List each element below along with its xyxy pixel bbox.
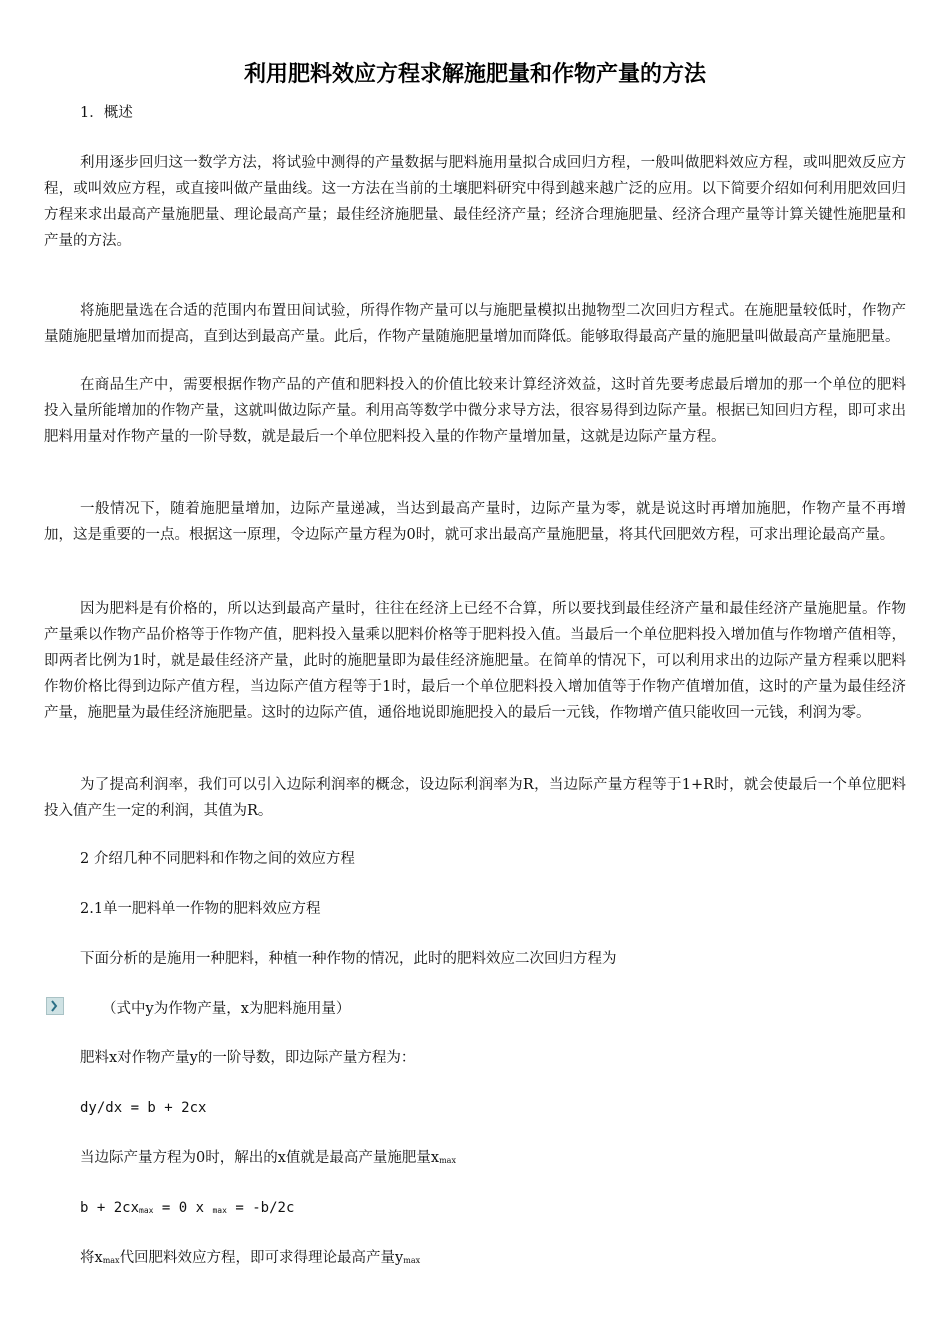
page-title: 利用肥料效应方程求解施肥量和作物产量的方法 xyxy=(243,62,706,87)
text-xmax-main: 当边际产量方程为0时，解出的x值就是最高产量施肥量x xyxy=(80,1150,440,1166)
text-regression-intro: 下面分析的是施用一种肥料，种植一种作物的情况，此时的肥料效应二次回归方程为 xyxy=(80,951,617,967)
subscript-max: max xyxy=(403,1256,421,1265)
paragraph-overview: 利用逐步回归这一数学方法，将试验中测得的产量数据与肥料施用量拟合成回归方程，一般叫做肥料效应方程，或叫肥效反应方程，或叫效应方程，或直接叫做产量曲线。这一方法在当前的土壤肥料研究中得到越来越广泛的应用。以下简要介绍如何利用肥效回归方程来求出最高产量施肥量、理论最高产量；最佳经济施肥量、最佳经济产量；经济合理施肥量、经济合理产量等计算关键性施肥量和产量的方法。 xyxy=(44,155,906,249)
section-2-heading: 2 介绍几种不同肥料和作物之间的效应方程 xyxy=(80,851,355,867)
equation-derivative: dy/dx = b + 2cx xyxy=(80,1100,207,1116)
subscript-max: max xyxy=(439,1156,456,1165)
formula-image-icon xyxy=(46,997,64,1015)
subscript-max: max xyxy=(212,1206,227,1215)
eq-part-1: b + 2cx xyxy=(80,1200,140,1216)
paragraph-field-trial: 将施肥量选在合适的范围内布置田间试验，所得作物产量可以与施肥量模拟出抛物型二次回归方程式。在施肥量较低时，作物产量随施肥量增加而提高，直到达到最高产量。此后，作物产量随施肥量增加而降低。能够取得最高产量的施肥量叫做最高产量施肥量。 xyxy=(44,303,906,345)
text-ymax-part-1: 将x xyxy=(80,1250,103,1266)
subscript-max: max xyxy=(139,1206,154,1215)
equation-xmax xyxy=(80,1195,294,1224)
section-1-heading: 1．概述 xyxy=(80,105,133,121)
text-formula-note: （式中y为作物产量，x为肥料施用量） xyxy=(102,1001,351,1017)
eq-part-3: = -b/2c xyxy=(226,1200,295,1216)
text-ymax-intro xyxy=(80,1245,420,1274)
paragraph-max-yield: 一般情况下，随着施肥量增加，边际产量递减，当达到最高产量时，边际产量为零，就是说这时再增加施肥，作物产量不再增加，这是重要的一点。根据这一原理，令边际产量方程为0时，就可求出最高产量施肥量，将其代回肥效方程，可求出理论最高产量。 xyxy=(44,501,906,543)
text-xmax-intro xyxy=(80,1145,456,1174)
section-2-1-heading: 2.1单一肥料单一作物的肥料效应方程 xyxy=(80,901,321,917)
paragraph-profit-rate: 为了提高利润率，我们可以引入边际利润率的概念，设边际利润率为R，当边际产量方程等于1+R时，就会使最后一个单位肥料投入值产生一定的利润，其值为R。 xyxy=(44,777,906,819)
paragraph-economic-yield: 因为肥料是有价格的，所以达到最高产量时，往往在经济上已经不合算，所以要找到最佳经济产量和最佳经济产量施肥量。作物产量乘以作物产品价格等于作物产值，肥料投入量乘以肥料价格等于肥料投入值。当最后一个单位肥料投入增加值与作物增产值相等，即两者比例为1时，就是最佳经济产量，此时的施肥量即为最佳经济施肥量。在简单的情况下，可以利用求出的边际产量方程乘以肥料作物价格比得到边际产值方程，当边际产值方程等于1时，最后一个单位肥料投入增加值等于作物产值增加值，这时的产量为最佳经济产量，施肥量为最佳经济施肥量。这时的边际产值，通俗地说即施肥投入的最后一元钱，作物增产值只能收回一元钱，利润为零。 xyxy=(44,601,906,721)
text-ymax-part-2: 代回肥料效应方程，即可求得理论最高产量y xyxy=(119,1250,404,1266)
subscript-max: max xyxy=(102,1256,120,1265)
paragraph-marginal-yield: 在商品生产中，需要根据作物产品的产值和肥料投入的价值比较来计算经济效益，这时首先要考虑最后增加的那一个单位的肥料投入量所能增加的作物产量，这就叫做边际产量。利用高等数学中微分求导方法，很容易得到边际产量。根据已知回归方程，即可求出肥料用量对作物产量的一阶导数，就是最后一个单位肥料投入量的作物产量增加量，这就是边际产量方程。 xyxy=(44,377,906,445)
text-derivative-intro: 肥料x对作物产量y的一阶导数，即边际产量方程为： xyxy=(80,1050,416,1066)
eq-part-2: = 0 x xyxy=(153,1200,213,1216)
